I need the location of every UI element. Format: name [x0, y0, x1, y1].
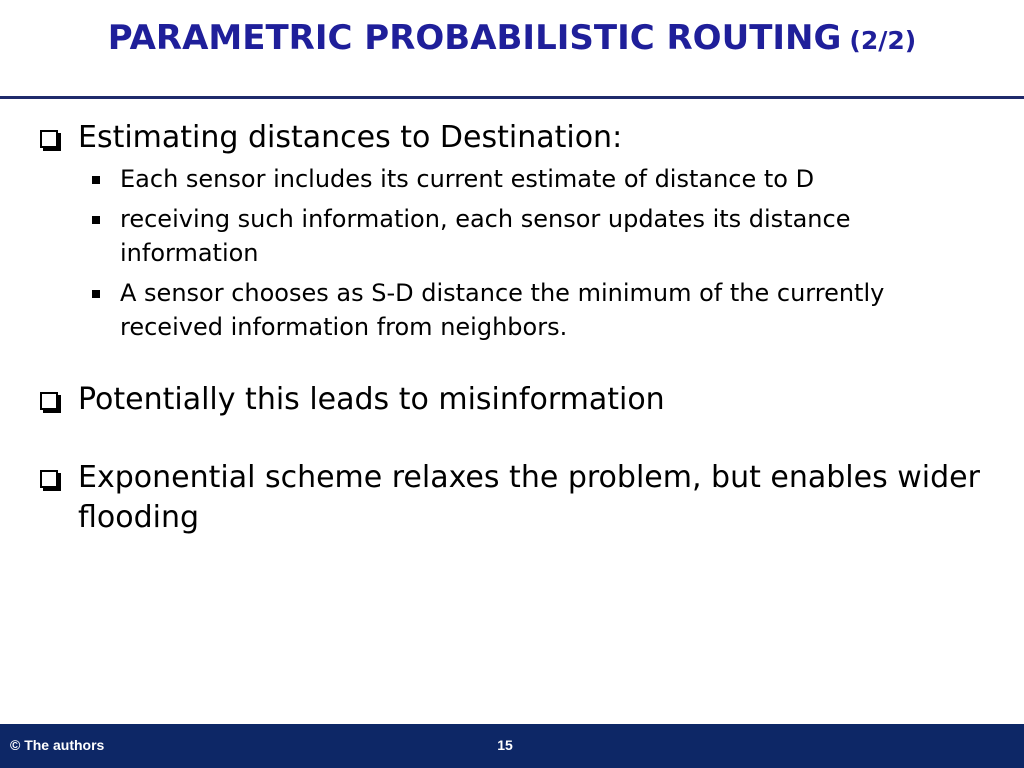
- bullet-estimating-distances: [40, 118, 990, 158]
- spacer: [40, 350, 990, 380]
- footer-bar: [0, 724, 1024, 768]
- bullet-text: Potentially this leads to misinformation: [78, 382, 665, 417]
- square-bullet-icon: [92, 176, 100, 184]
- checkbox-icon: [40, 130, 62, 150]
- spacer: [40, 420, 990, 458]
- sub-bullet-item: [40, 276, 990, 344]
- bullet-misinformation: [40, 380, 990, 420]
- checkbox-icon: [40, 392, 62, 412]
- slide-title: [0, 18, 1024, 58]
- title-text: PARAMETRIC PROBABILISTIC ROUTING: [107, 18, 842, 58]
- sub-bullet-item: [40, 162, 990, 196]
- page-number: 15: [497, 737, 513, 753]
- square-bullet-icon: [92, 216, 100, 224]
- title-underline-divider: [0, 96, 1024, 99]
- square-bullet-icon: [92, 290, 100, 298]
- bullet-text: Estimating distances to Destination:: [78, 120, 623, 155]
- bullet-text: Exponential scheme relaxes the problem, but enables wider flooding: [78, 460, 980, 535]
- sub-bullet-text: Each sensor includes its current estimate of distance to D: [120, 165, 815, 193]
- title-part-indicator: (2/2): [849, 26, 917, 55]
- sub-bullet-list: [40, 162, 990, 344]
- bullet-exponential-scheme: [40, 458, 990, 538]
- checkbox-icon: [40, 470, 62, 490]
- sub-bullet-text: A sensor chooses as S-D distance the minimum of the currently received information from neighbors.: [120, 279, 885, 341]
- sub-bullet-text: receiving such information, each sensor updates its distance information: [120, 205, 851, 267]
- footer-copyright: © The authors: [10, 737, 105, 753]
- sub-bullet-item: [40, 202, 990, 270]
- slide-body: [40, 118, 990, 538]
